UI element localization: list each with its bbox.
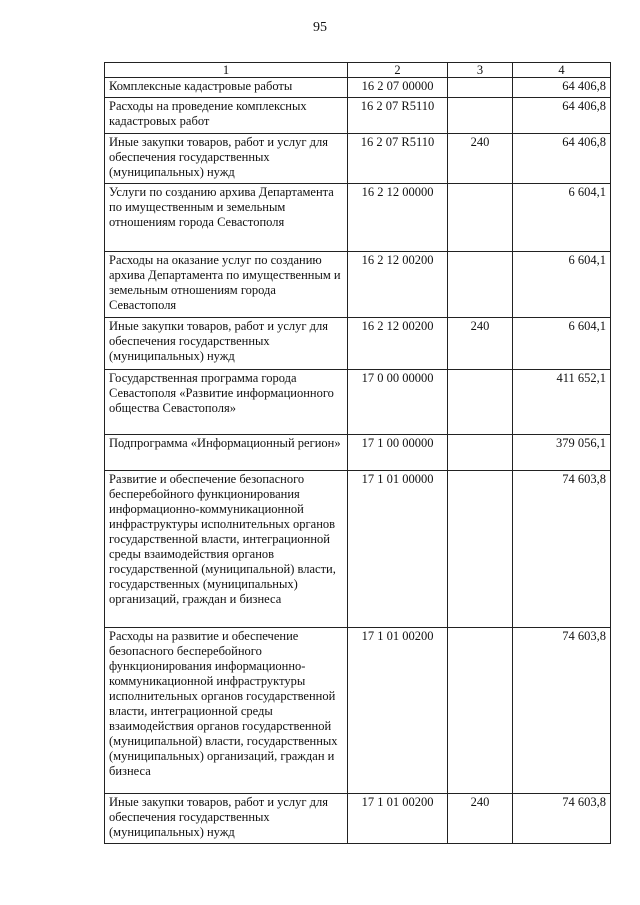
row-expense-type: 240 xyxy=(448,318,513,370)
row-expense-type xyxy=(448,435,513,471)
row-amount: 64 406,8 xyxy=(513,78,611,98)
row-name: Иные закупки товаров, работ и услуг для обеспечения государственных (муниципальных) нужд xyxy=(105,794,348,844)
row-code: 17 0 00 00000 xyxy=(348,370,448,435)
row-name: Расходы на оказание услуг по созданию архива Департамента по имущественным и земельным отношениям города Севастополя xyxy=(105,252,348,318)
row-code: 16 2 07 R5110 xyxy=(348,134,448,184)
row-amount: 74 603,8 xyxy=(513,794,611,844)
row-code: 16 2 12 00200 xyxy=(348,252,448,318)
table-row xyxy=(105,628,611,794)
row-amount: 64 406,8 xyxy=(513,98,611,134)
row-expense-type xyxy=(448,252,513,318)
column-header: 2 xyxy=(348,63,448,78)
column-header: 3 xyxy=(448,63,513,78)
row-amount: 74 603,8 xyxy=(513,471,611,628)
row-code: 17 1 01 00200 xyxy=(348,628,448,794)
row-name: Подпрограмма «Информационный регион» xyxy=(105,435,348,471)
row-amount: 6 604,1 xyxy=(513,184,611,252)
row-code: 16 2 07 00000 xyxy=(348,78,448,98)
row-amount: 411 652,1 xyxy=(513,370,611,435)
row-expense-type: 240 xyxy=(448,794,513,844)
column-header: 4 xyxy=(513,63,611,78)
row-name: Иные закупки товаров, работ и услуг для обеспечения государственных (муниципальных) нужд xyxy=(105,134,348,184)
row-expense-type xyxy=(448,370,513,435)
row-name: Комплексные кадастровые работы xyxy=(105,78,348,98)
row-name: Государственная программа города Севастополя «Развитие информационного общества Севастополя» xyxy=(105,370,348,435)
row-expense-type xyxy=(448,78,513,98)
budget-table xyxy=(104,62,611,844)
row-name: Услуги по созданию архива Департамента по имущественным и земельным отношениям города Севастополя xyxy=(105,184,348,252)
table-row xyxy=(105,471,611,628)
table-row xyxy=(105,318,611,370)
row-name: Иные закупки товаров, работ и услуг для обеспечения государственных (муниципальных) нужд xyxy=(105,318,348,370)
table-row xyxy=(105,184,611,252)
row-amount: 6 604,1 xyxy=(513,318,611,370)
row-code: 17 1 00 00000 xyxy=(348,435,448,471)
table-row xyxy=(105,794,611,844)
row-name: Расходы на проведение комплексных кадастровых работ xyxy=(105,98,348,134)
row-amount: 379 056,1 xyxy=(513,435,611,471)
row-code: 17 1 01 00000 xyxy=(348,471,448,628)
row-code: 16 2 07 R5110 xyxy=(348,98,448,134)
row-code: 16 2 12 00200 xyxy=(348,318,448,370)
row-expense-type xyxy=(448,184,513,252)
page-number: 95 xyxy=(313,20,327,35)
row-amount: 64 406,8 xyxy=(513,134,611,184)
row-expense-type xyxy=(448,471,513,628)
row-expense-type xyxy=(448,628,513,794)
row-code: 17 1 01 00200 xyxy=(348,794,448,844)
row-name: Развитие и обеспечение безопасного бесперебойного функционирования информационно-коммуникационной инфраструктуры исполнительных органов государственной власти, интеграционной среды взаимодействия органов государственной (муниципальной) власти, государственных (муниципальных) организаций, граждан и бизнеса xyxy=(105,471,348,628)
row-code: 16 2 12 00000 xyxy=(348,184,448,252)
row-name: Расходы на развитие и обеспечение безопасного бесперебойного функционирования информационно-коммуникационной инфраструктуры исполнительных органов государственной власти, интеграционной среды взаимодействия органов государственной (муниципальной) власти, государственных (муниципальных) организаций, граждан и бизнеса xyxy=(105,628,348,794)
row-expense-type: 240 xyxy=(448,134,513,184)
row-amount: 74 603,8 xyxy=(513,628,611,794)
table-row xyxy=(105,252,611,318)
table-row xyxy=(105,435,611,471)
table-row xyxy=(105,134,611,184)
column-header: 1 xyxy=(105,63,348,78)
table-row xyxy=(105,78,611,98)
row-expense-type xyxy=(448,98,513,134)
table-row xyxy=(105,370,611,435)
row-amount: 6 604,1 xyxy=(513,252,611,318)
header-row xyxy=(105,63,611,78)
table-row xyxy=(105,98,611,134)
